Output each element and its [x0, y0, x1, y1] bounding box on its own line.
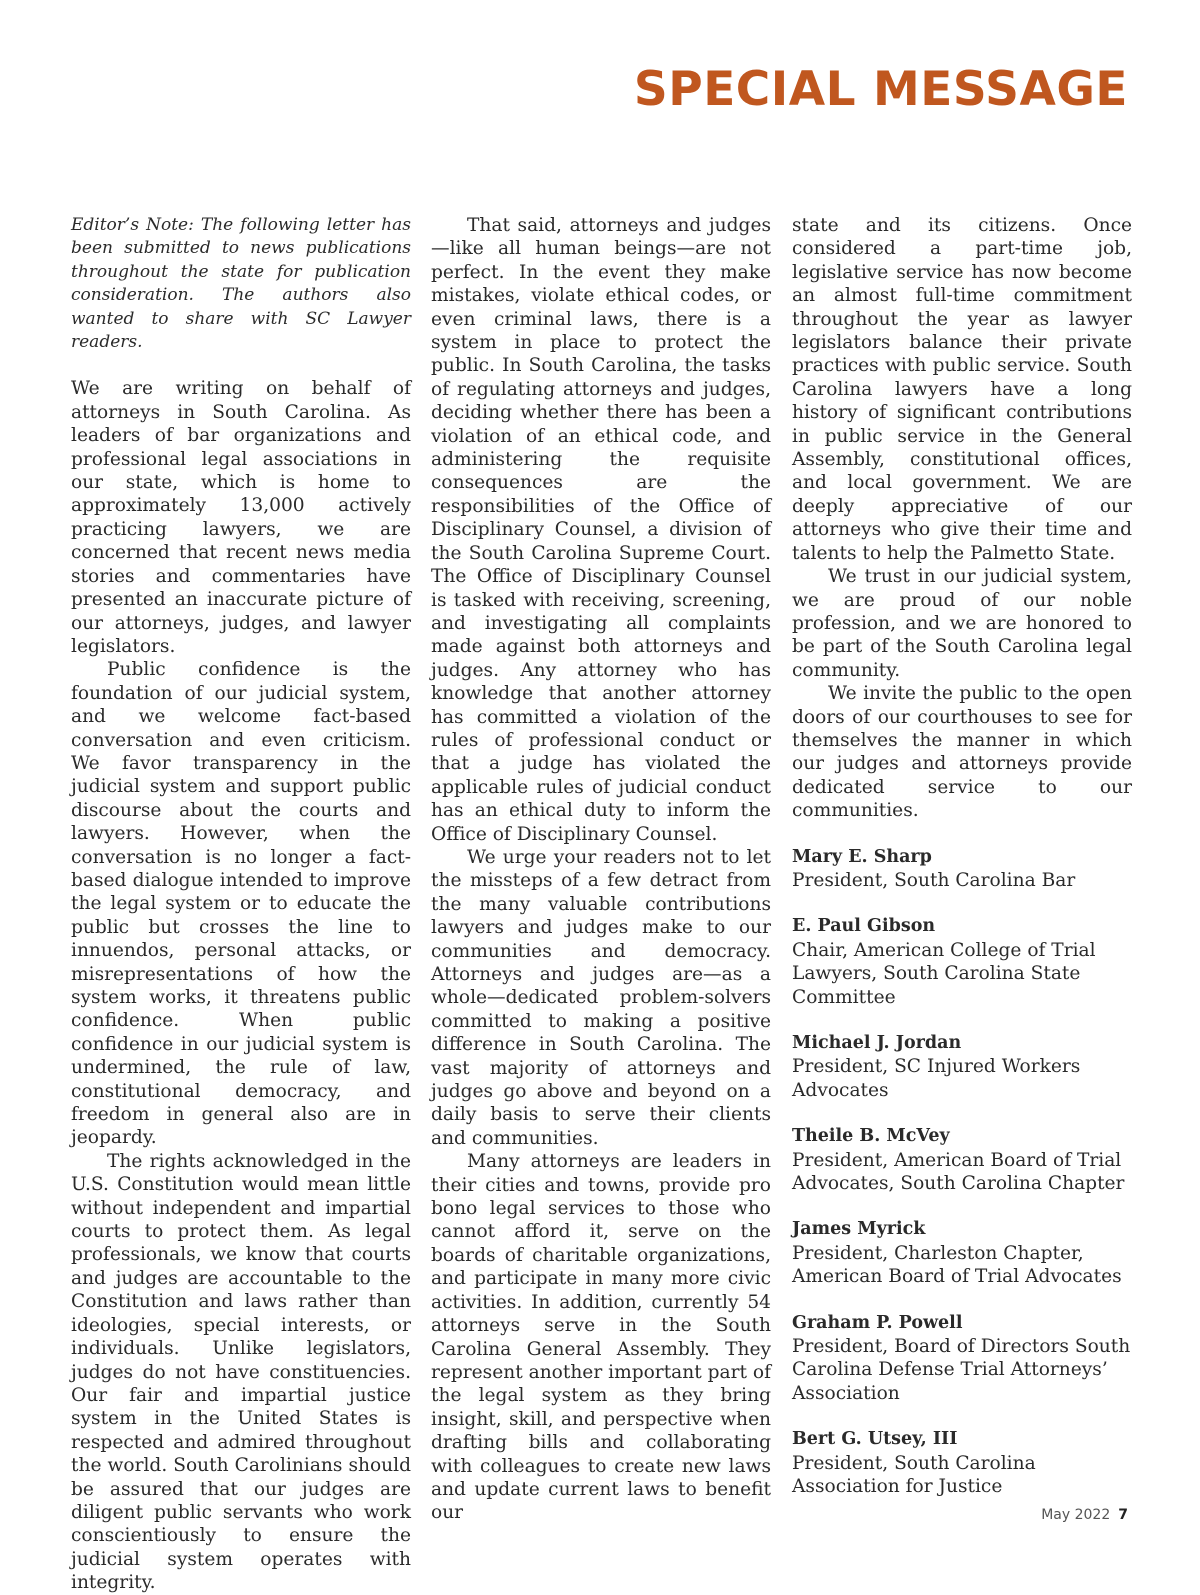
signatory-title: President, American Board of Trial Advocates, South Carolina Chapter — [792, 1149, 1125, 1195]
signatory-title: President, Charleston Chapter, American Board of Trial Advocates — [792, 1242, 1122, 1288]
signatory-title: President, South Carolina Association for Justice — [792, 1452, 1036, 1498]
paragraph: Public confidence is the foundation of our judicial system, and we welcome fact-based conversation and even criticism. We favor transparency in the judicial system and support public discourse about the courts and lawyers. However, when the conversation is no longer a fact-based dialogue intended to improve the legal system or to educate the public but crosses the line to innuendos, personal attacks, or misrepresentations of how the system works, it threatens public confidence. When public confidence in our judicial system is undermined, the rule of law, constitutional democracy, and freedom in general also are in jeopardy. — [71, 659, 411, 1149]
signatory-title: President, Board of Directors South Carolina Defense Trial Attorneys’ Association — [792, 1336, 1131, 1404]
signatory-name: E. Paul Gibson — [792, 916, 936, 937]
signatory-title: Chair, American College of Trial Lawyers, South Carolina State Committee — [792, 939, 1096, 1008]
signatory — [792, 1218, 1132, 1288]
signatory-name: James Myrick — [792, 1219, 926, 1240]
column-2 — [431, 214, 771, 1525]
column-3 — [792, 214, 1132, 1499]
page-number: 7 — [1118, 1507, 1128, 1523]
signatory-title: President, South Carolina Bar — [792, 869, 1076, 891]
signatory-name: Graham P. Powell — [792, 1312, 963, 1333]
issue-date: May 2022 — [1041, 1507, 1111, 1523]
paragraph: That said, attorneys and judges—like all human beings—are not perfect. In the event they make mistakes, violate ethical codes, or even criminal laws, there is a system in place to protect the public. In South Carolina, the tasks of regulating attorneys and judges, deciding whether there has been a violation of an ethical code, and administering the requisite consequences are the responsibilities of the Office of Disciplinary Counsel, a division of the South Carolina Supreme Court. The Office of Disciplinary Counsel is tasked with receiving, screening, and investigating all complaints made against both attorneys and judges. Any attorney who has knowledge that another attorney has committed a violation of the rules of professional conduct or that a judge has violated the applicable rules of judicial conduct has an ethical duty to inform the Office of Disciplinary Counsel. — [431, 215, 771, 845]
paragraph: Many attorneys are leaders in their cities and towns, provide pro bono legal services to those who cannot afford it, serve on the boards of charitable organizations, and participate in many more civic activities. In addition, currently 54 attorneys serve in the South Carolina General Assembly. They represent another important part of the legal system as they bring insight, skill, and perspective when drafting bills and collaborating with colleagues to create new laws and update current laws to benefit our — [431, 1151, 771, 1524]
signatory — [792, 1312, 1132, 1406]
signatory — [792, 915, 1132, 1009]
signatory-name: Theile B. McVey — [792, 1126, 950, 1147]
paragraph: state and its citizens. Once considered a part-time job, legislative service has now become an almost full-time commitment throughout the year as lawyer legislators balance their private practices with public service. South Carolina lawyers have a long history of significant contributions in public service in the General Assembly, constitutional offices, and local government. We are deeply appreciative of our attorneys who give their time and talents to help the Palmetto State. — [792, 215, 1132, 564]
paragraph: We are writing on behalf of attorneys in South Carolina. As leaders of bar organizations and professional legal associations in our state, which is home to approximately 13,000 actively practicing lawyers, we are concerned that recent news media stories and commentaries have presented an inaccurate picture of our attorneys, judges, and lawyer legislators. — [71, 378, 411, 657]
paragraph: We invite the public to the open doors of our courthouses to see for themselves the manner in which our judges and attorneys provide dedicated service to our communities. — [792, 683, 1132, 822]
signatory-name: Mary E. Sharp — [792, 846, 932, 867]
signatory-name: Michael J. Jordan — [792, 1033, 962, 1053]
signatory-title: President, SC Injured Workers Advocates — [792, 1056, 1081, 1101]
paragraph: We urge your readers not to let the missteps of a few detract from the many valuable contributions lawyers and judges make to our communities and democracy. Attorneys and judges are—as a whole—dedicated problem-solvers committed to making a positive difference in South Carolina. The vast majority of attorneys and judges go above and beyond on a daily basis to serve their clients and communities. — [431, 846, 771, 1149]
paragraph: We trust in our judicial system, we are proud of our noble profession, and we are honored to be part of the South Carolina legal community. — [792, 566, 1132, 681]
column-1 — [71, 214, 411, 1595]
paragraph: The rights acknowledged in the U.S. Constitution would mean little without independent and impartial courts to protect them. As legal professionals, we know that courts and judges are accountable to the Constitution and laws rather than ideologies, special interests, or individuals. Unlike legislators, judges do not have constituencies. Our fair and impartial justice system in the United States is respected and admired throughout the world. South Carolinians should be assured that our judges are diligent public servants who work conscientiously to ensure the judicial system operates with integrity. — [71, 1150, 411, 1594]
signatory — [792, 1428, 1132, 1498]
signatory — [792, 1032, 1132, 1102]
signatory — [792, 846, 1132, 893]
signatory-name: Bert G. Utsey, III — [792, 1429, 958, 1450]
editors-note: Editor’s Note: The following letter has been submitted to news publications throughout the state for publication consideration. The authors also wanted to share with SC Lawyer readers. — [71, 215, 411, 353]
page-title: SPECIAL MESSAGE — [633, 62, 1128, 117]
signatory — [792, 1125, 1132, 1195]
page-footer — [1041, 1507, 1128, 1523]
